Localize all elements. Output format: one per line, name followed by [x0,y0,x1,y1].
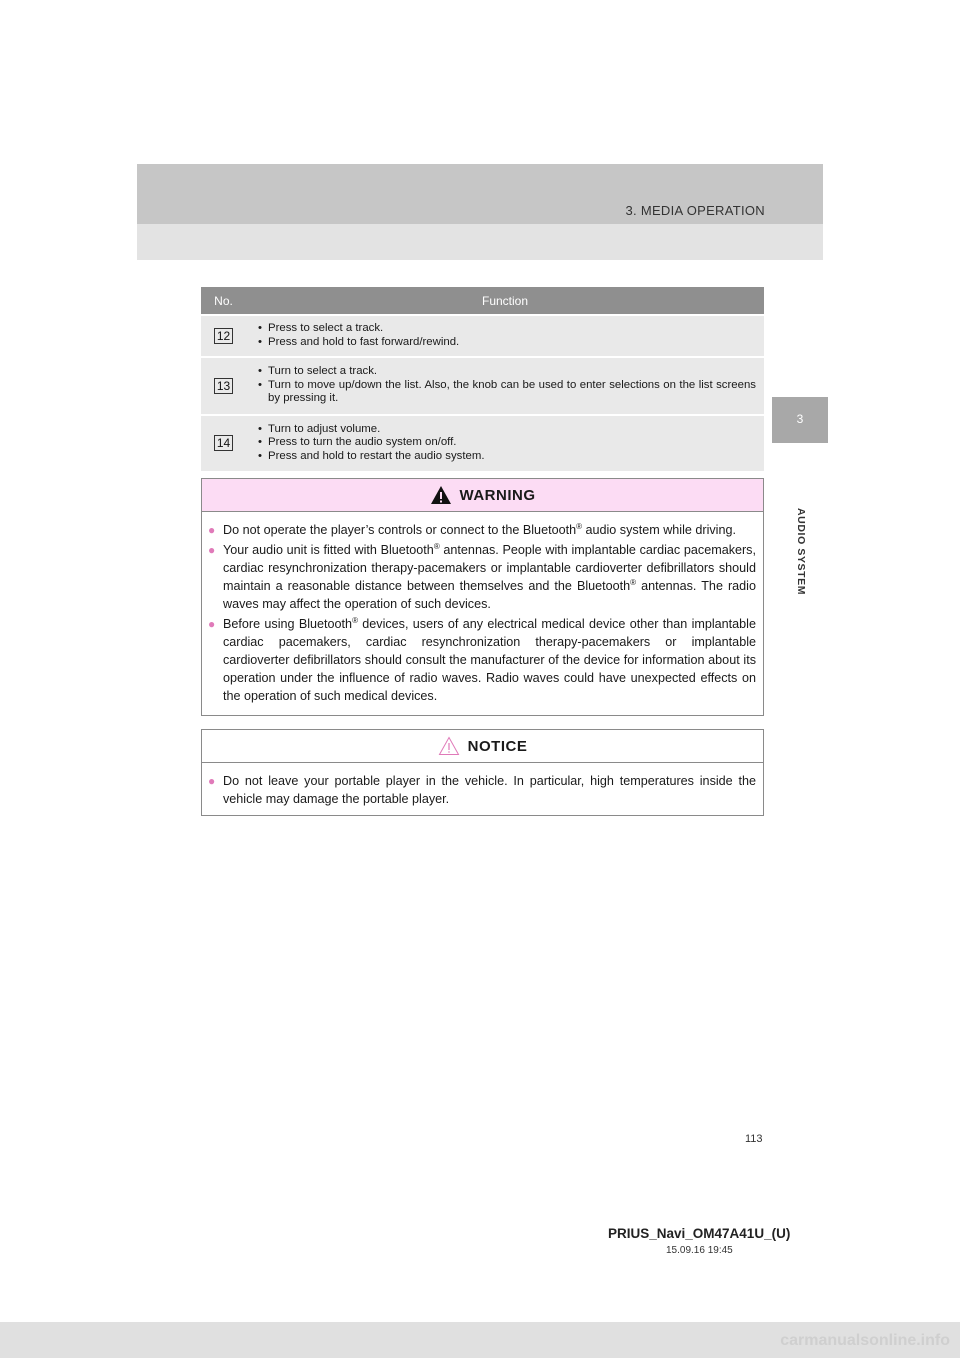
warning-title: WARNING [459,486,536,504]
header-sub-bar [137,224,823,260]
bullet-icon: ● [208,523,216,537]
document-date: 15.09.16 19:45 [666,1245,733,1256]
function-table [201,287,764,471]
table-row [201,414,764,472]
row-number: 14 [214,435,233,451]
row-number: 12 [214,328,233,344]
list-item: ● Your audio unit is fitted with Bluetooth® antennas. People with implantable cardiac pacemakers, cardiac resynchronization therapy-pacemakers or implantable cardioverter defibrillators should maintain a reasonable distance between themselves and the Bluetooth® antennas. The radio waves may affect the operation of such devices. [208,541,756,611]
chapter-label: AUDIO SYSTEM [795,508,807,596]
list-item: ● Before using Bluetooth® devices, users of any electrical medical device other than implantable cardiac pacemakers, cardiac resynchronization therapy-pacemakers or implantable cardioverter defibrillators should consult the manufacturer of the device for information about its operation under the influence of radio waves. Radio waves could have unexpected effects on the operation of such medical devices. [208,615,756,703]
list-item: Press and hold to fast forward/rewind. [268,335,460,348]
notice-box [201,729,764,816]
bullet-icon: ● [208,617,216,631]
bullet-icon: • [258,322,262,334]
header-bar [137,164,823,224]
bullet-icon: • [258,436,262,448]
notice-header [202,730,763,763]
warning-box [201,478,764,716]
list-item: Press to select a track. [268,322,384,334]
list-item: Turn to select a track. [268,365,378,377]
table-row [201,314,764,356]
bullet-icon: • [258,378,262,391]
bullet-icon: • [258,365,262,377]
page-number: 113 [745,1133,763,1145]
document-code: PRIUS_Navi_OM47A41U_(U) [608,1226,791,1241]
table-header [201,287,764,314]
list-item: Turn to move up/down the list. Also, the knob can be used to enter selections on the list screens by pressing it. [268,378,756,404]
notice-title: NOTICE [467,737,528,755]
list-item: Turn to adjust volume. [268,422,381,435]
col-function-header: Function [481,293,529,308]
bullet-icon: ● [208,774,216,788]
chapter-number: 3 [796,412,804,426]
bullet-icon: ● [208,543,216,557]
section-title: 3. MEDIA OPERATION [625,203,765,218]
list-item: Press and hold to restart the audio system. [268,449,485,462]
chapter-tab[interactable] [772,397,828,443]
footer-watermark[interactable]: carmanualsonline.info [780,1332,950,1349]
list-item: ● Do not leave your portable player in the vehicle. In particular, high temperatures inside the vehicle may damage the portable player. [208,774,756,806]
warning-triangle-icon [430,485,452,505]
bullet-icon: • [258,449,262,462]
warning-header [202,479,763,512]
bullet-icon: • [258,422,262,435]
list-item: ● Do not operate the player’s controls or connect to the Bluetooth® audio system while driving. [208,521,736,537]
footer-bar [0,1322,960,1358]
table-row [201,356,764,414]
caution-triangle-icon [438,736,460,756]
bullet-icon: • [258,335,262,348]
row-number: 13 [214,378,233,394]
col-no-header: No. [214,293,233,308]
list-item: Press to turn the audio system on/off. [268,436,457,448]
